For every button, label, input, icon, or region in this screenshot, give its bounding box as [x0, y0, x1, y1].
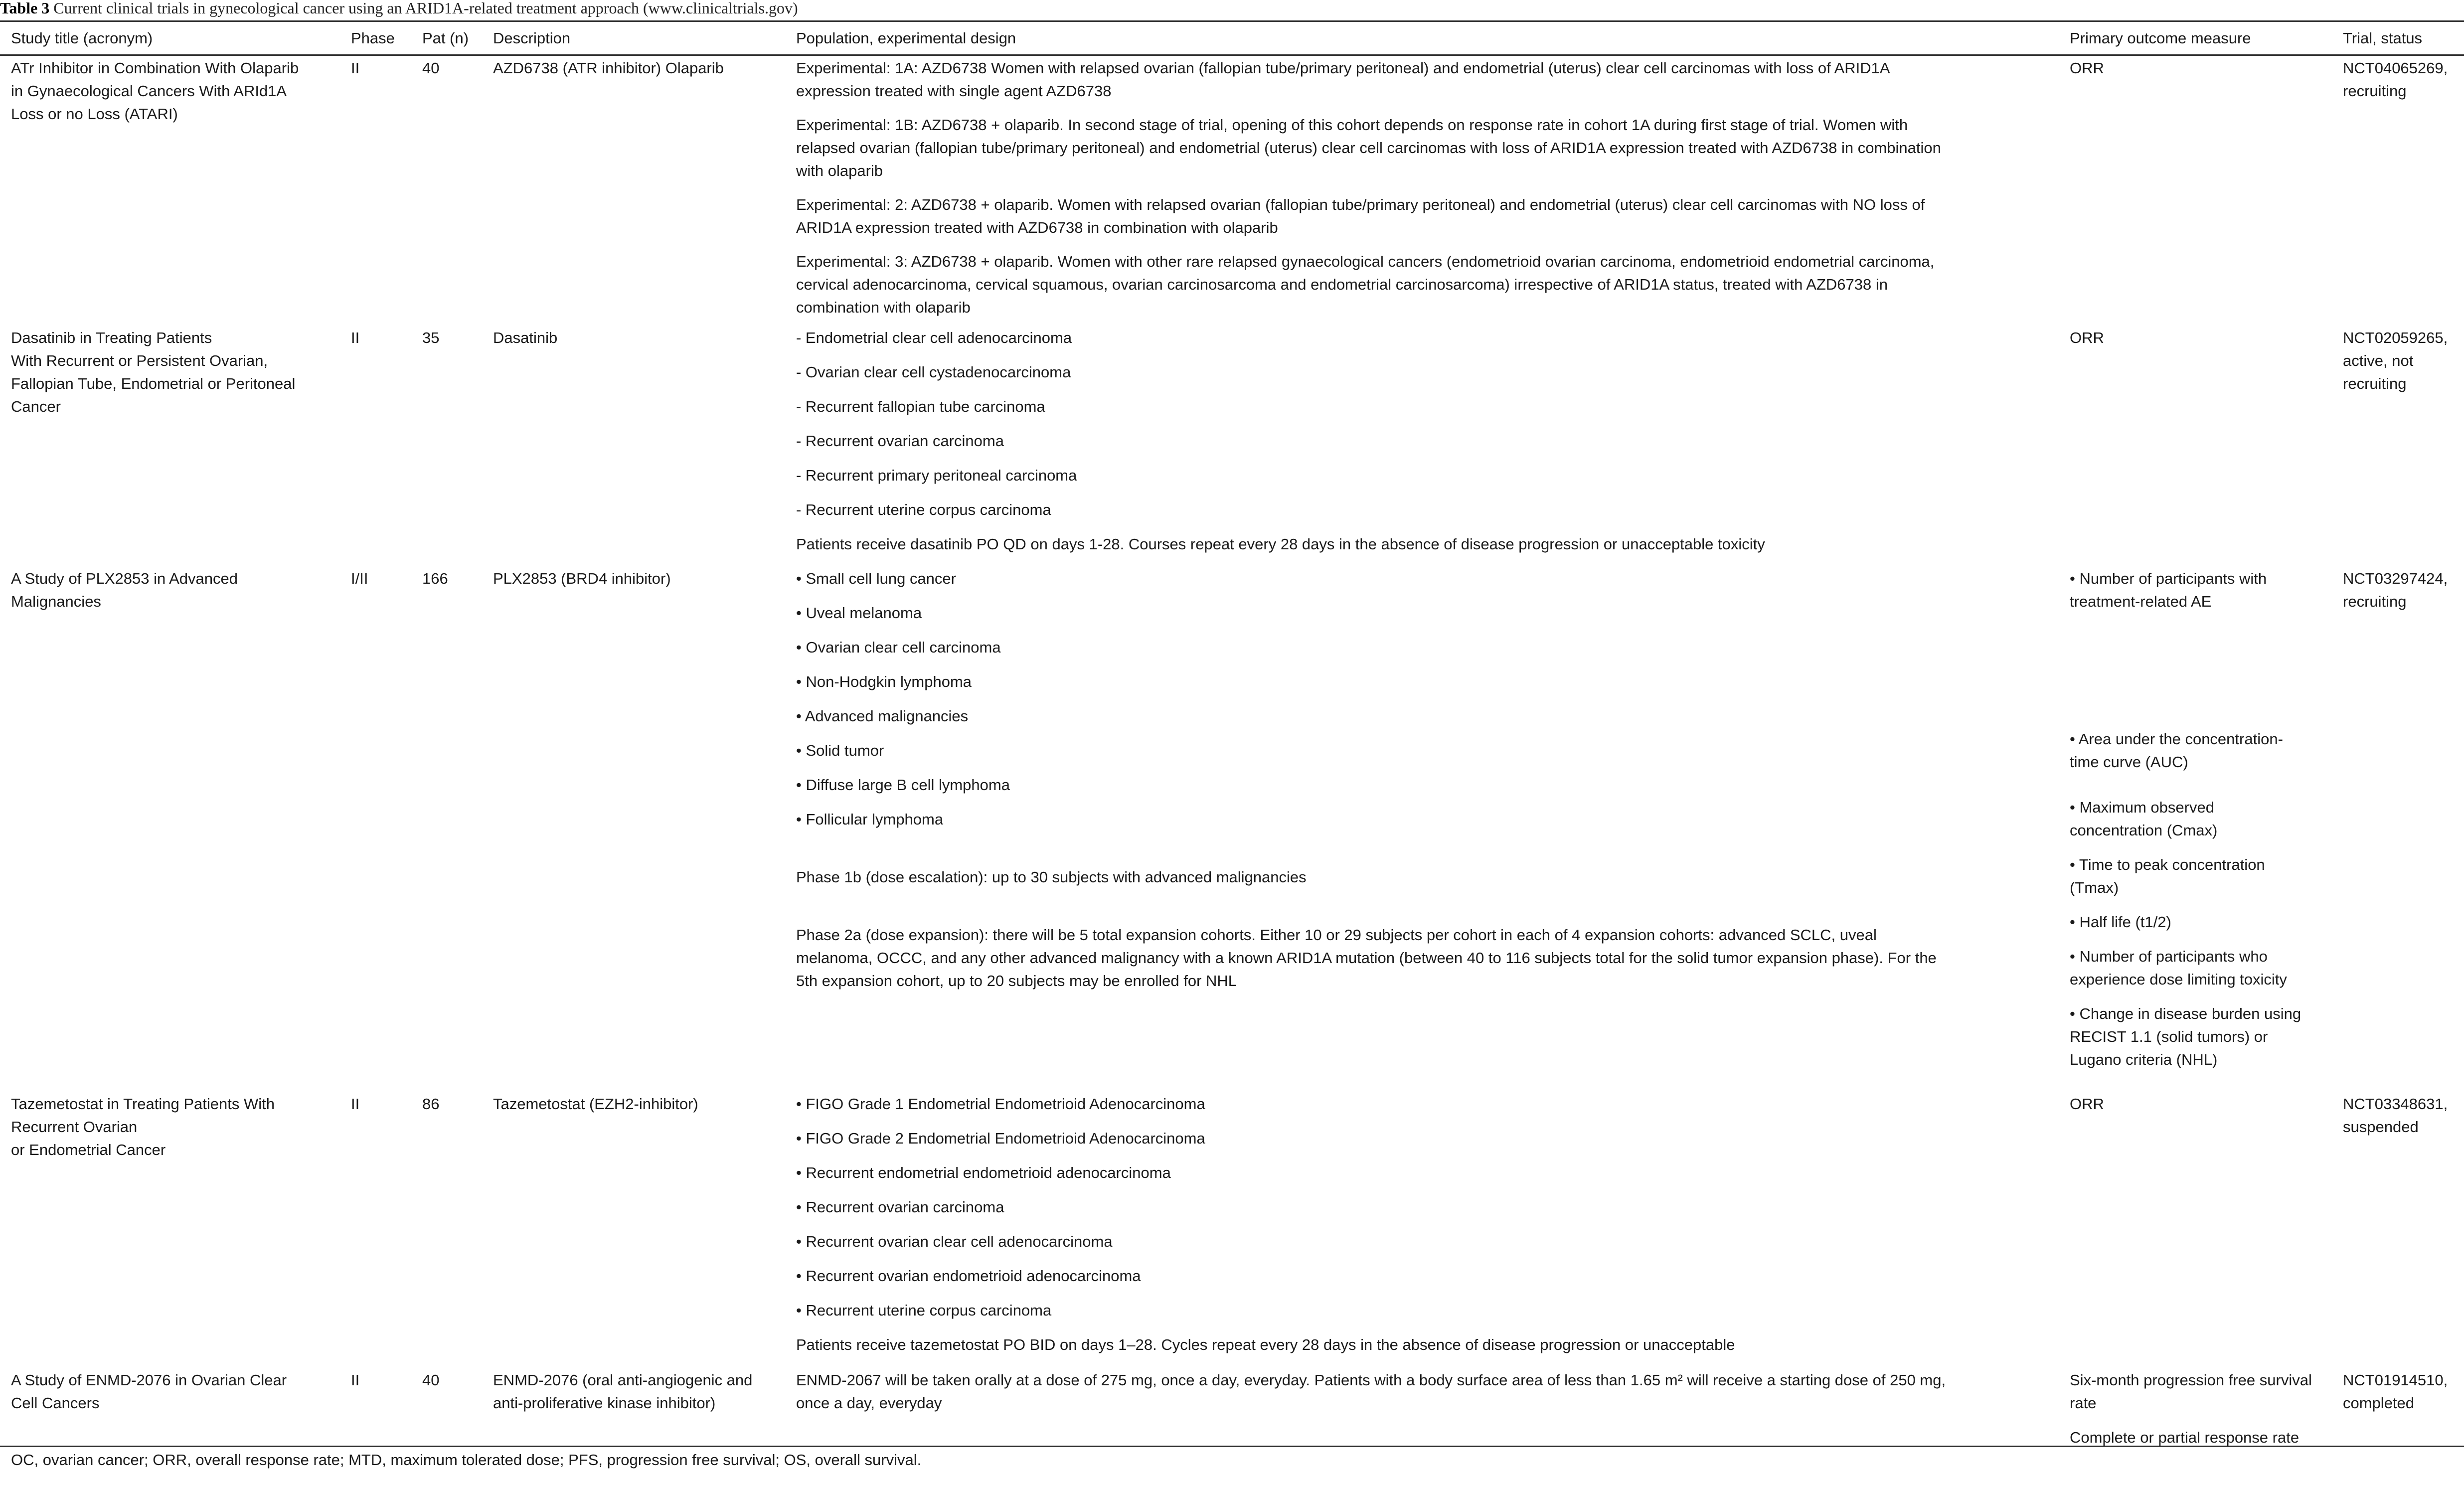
outcome-list: [2070, 1093, 2332, 1116]
population-entry: [796, 670, 2059, 693]
outcome-entry: [2070, 327, 2332, 349]
outcome-list: [2070, 327, 2332, 349]
cell-patient-count: 40: [422, 59, 440, 77]
cell-patient-count: 40: [422, 1371, 440, 1389]
cell-population-design: [785, 1093, 2059, 1369]
outcome-line: • Number of participants who: [2070, 947, 2268, 965]
population-line: relapsed ovarian (fallopian tube/primary peritoneal) and endometrial (uterus) clear cell carcinomas with loss of ARID1A expression treated with AZD6738 in combination: [796, 139, 1941, 157]
cell-trial-status: [2332, 327, 2464, 567]
population-list: [796, 1093, 2059, 1356]
cell-population-design: [785, 327, 2059, 567]
column-header-patients: Pat (n): [411, 21, 482, 55]
population-line: • Recurrent ovarian carcinoma: [796, 1198, 1004, 1216]
population-list: [796, 567, 2059, 992]
cell-study-title: [0, 1093, 340, 1369]
outcome-line: • Number of participants with: [2070, 569, 2267, 587]
population-entry: [796, 1265, 2059, 1288]
cell-description: [482, 327, 785, 567]
population-line: • Recurrent endometrial endometrioid adenocarcinoma: [796, 1163, 1171, 1181]
trial-status-line: recruiting: [2343, 592, 2407, 610]
column-header-description: Description: [482, 21, 785, 55]
cell-study-title: [0, 1369, 340, 1449]
population-line: Patients receive tazemetostat PO BID on days 1–28. Cycles repeat every 28 days in the absence of disease progression or unacceptable: [796, 1335, 1735, 1353]
population-entry: [796, 1230, 2059, 1253]
outcome-line: • Half life (t1/2): [2070, 913, 2171, 931]
column-header-phase: Phase: [340, 21, 411, 55]
population-line: • FIGO Grade 2 Endometrial Endometrioid Adenocarcinoma: [796, 1129, 1205, 1147]
column-header-population: Population, experimental design: [785, 21, 2059, 55]
population-list: [796, 57, 2059, 319]
table-row: [0, 1093, 2464, 1369]
outcome-line: • Area under the concentration-: [2070, 730, 2283, 748]
cell-study-title: [0, 327, 340, 567]
cell-trial-status: [2332, 1369, 2464, 1449]
study-title-line: ATr Inhibitor in Combination With Olaparib: [11, 59, 299, 77]
population-entry: [796, 1299, 2059, 1322]
population-entry: [796, 866, 2059, 889]
table-header-row: [0, 21, 2464, 55]
population-entry: [796, 1333, 2059, 1356]
population-line: once a day, everyday: [796, 1394, 942, 1412]
population-line: Phase 1b (dose escalation): up to 30 subjects with advanced malignancies: [796, 868, 1307, 886]
outcome-entry: [2070, 945, 2332, 991]
outcome-entry: [2070, 1369, 2332, 1415]
cell-patient-count: 35: [422, 329, 440, 346]
population-line: cervical adenocarcinoma, cervical squamous, ovarian carcinosarcoma and endometrial carcinosarcoma) irrespective of ARID1A status, treated with AZD6738 in: [796, 276, 1888, 293]
outcome-list: [2070, 1369, 2332, 1449]
cell-description: [482, 1093, 785, 1369]
population-entry: [796, 361, 2059, 384]
outcome-line: Complete or partial response rate: [2070, 1428, 2300, 1446]
population-entry: [796, 193, 2059, 239]
population-line: • Recurrent uterine corpus carcinoma: [796, 1301, 1052, 1319]
table-row: [0, 327, 2464, 567]
trial-status-line: active, not: [2343, 351, 2414, 369]
population-list: [796, 327, 2059, 556]
population-line: • Follicular lymphoma: [796, 810, 944, 828]
population-entry: [796, 250, 2059, 319]
outcome-entry: [2070, 567, 2332, 613]
population-line: Patients receive dasatinib PO QD on days 1-28. Courses repeat every 28 days in the absence of disease progression or unacceptable toxicity: [796, 535, 1765, 553]
population-line: • Non-Hodgkin lymphoma: [796, 672, 972, 690]
population-entry: [796, 57, 2059, 103]
population-line: expression treated with single agent AZD6738: [796, 82, 1112, 100]
population-entry: [796, 464, 2059, 487]
population-entry: [796, 114, 2059, 182]
population-entry: [796, 395, 2059, 418]
table-caption-text: Current clinical trials in gynecological cancer using an ARID1A-related treatment approach (www.clinicaltrials.gov): [53, 0, 798, 17]
column-header-primary-outcome: Primary outcome measure: [2059, 21, 2332, 55]
trial-status-line: recruiting: [2343, 82, 2407, 100]
population-entry: [796, 1161, 2059, 1184]
outcome-line: • Change in disease burden using: [2070, 1004, 2301, 1022]
population-entry: [796, 533, 2059, 556]
trial-status-line: NCT04065269,: [2343, 59, 2448, 77]
population-line: ARID1A expression treated with AZD6738 in combination with olaparib: [796, 219, 1278, 236]
clinical-trials-table: [0, 20, 2464, 1449]
trial-status-line: completed: [2343, 1394, 2415, 1412]
population-line: - Recurrent fallopian tube carcinoma: [796, 397, 1045, 415]
population-entry: [796, 567, 2059, 590]
population-line: - Recurrent ovarian carcinoma: [796, 432, 1004, 450]
population-entry: [796, 924, 2059, 992]
study-title-line: Cancer: [11, 397, 61, 415]
study-title-line: Tazemetostat in Treating Patients With: [11, 1095, 275, 1113]
population-line: - Recurrent uterine corpus carcinoma: [796, 500, 1051, 518]
study-title-line: Loss or no Loss (ATARI): [11, 105, 178, 123]
description-line: PLX2853 (BRD4 inhibitor): [493, 569, 671, 587]
cell-primary-outcome: [2059, 567, 2332, 1093]
cell-primary-outcome: [2059, 327, 2332, 567]
population-entry: [796, 705, 2059, 728]
table-bottom-rule: [0, 1446, 2464, 1447]
outcome-line: experience dose limiting toxicity: [2070, 970, 2287, 988]
outcome-entry: [2070, 728, 2332, 774]
cell-description: [482, 1369, 785, 1449]
outcome-list: [2070, 567, 2332, 1071]
study-title-line: Cell Cancers: [11, 1394, 100, 1412]
trial-status-line: recruiting: [2343, 374, 2407, 392]
study-title-line: A Study of PLX2853 in Advanced: [11, 569, 238, 587]
population-line: Experimental: 1A: AZD6738 Women with relapsed ovarian (fallopian tube/primary peritoneal) and endometrial (uterus) clear cell carcinomas with loss of ARID1A: [796, 59, 1890, 77]
study-title-line: Malignancies: [11, 592, 101, 610]
cell-phase: II: [351, 1095, 360, 1113]
population-line: • Ovarian clear cell carcinoma: [796, 638, 1001, 656]
population-line: Experimental: 2: AZD6738 + olaparib. Women with relapsed ovarian (fallopian tube/primary peritoneal) and endometrial (uterus) clear cell carcinomas with NO loss of: [796, 196, 1925, 213]
population-line: • Advanced malignancies: [796, 707, 969, 725]
population-line: • Small cell lung cancer: [796, 569, 956, 587]
cell-description: [482, 567, 785, 1093]
population-line: • Diffuse large B cell lymphoma: [796, 776, 1010, 794]
cell-phase: I/II: [351, 569, 368, 587]
population-entry: [796, 774, 2059, 797]
study-title-line: Dasatinib in Treating Patients: [11, 329, 212, 346]
outcome-entry: [2070, 1002, 2332, 1071]
study-title-line: or Endometrial Cancer: [11, 1141, 166, 1158]
study-title-line: With Recurrent or Persistent Ovarian,: [11, 351, 268, 369]
population-entry: [796, 739, 2059, 762]
cell-trial-status: [2332, 1093, 2464, 1369]
outcome-line: (Tmax): [2070, 878, 2119, 896]
population-line: ENMD-2067 will be taken orally at a dose of 275 mg, once a day, everyday. Patients with a body surface area of less than 1.65 m² will receive a starting dose of 250 mg,: [796, 1371, 1946, 1389]
trial-status-line: suspended: [2343, 1118, 2419, 1136]
population-entry: [796, 1093, 2059, 1116]
population-line: • Uveal melanoma: [796, 604, 922, 622]
trial-status-line: NCT03297424,: [2343, 569, 2448, 587]
outcome-line: Lugano criteria (NHL): [2070, 1050, 2218, 1068]
column-header-study-title: Study title (acronym): [0, 21, 340, 55]
table-row: [0, 1369, 2464, 1449]
population-entry: [796, 1127, 2059, 1150]
outcome-entry: [2070, 57, 2332, 80]
description-line: AZD6738 (ATR inhibitor) Olaparib: [493, 59, 724, 77]
outcome-line: treatment-related AE: [2070, 592, 2212, 610]
trial-status-line: NCT02059265,: [2343, 329, 2448, 346]
table-row: [0, 55, 2464, 327]
outcome-line: ORR: [2070, 329, 2104, 346]
population-entry: [796, 430, 2059, 453]
outcome-line: • Time to peak concentration: [2070, 855, 2265, 873]
population-entry: [796, 1369, 2059, 1415]
outcome-entry: [2070, 853, 2332, 899]
population-line: • Recurrent ovarian clear cell adenocarcinoma: [796, 1232, 1113, 1250]
cell-study-title: [0, 567, 340, 1093]
description-line: anti-proliferative kinase inhibitor): [493, 1394, 716, 1412]
population-list: [796, 1369, 2059, 1415]
population-line: combination with olaparib: [796, 299, 971, 316]
population-line: 5th expansion cohort, up to 20 subjects may be enrolled for NHL: [796, 972, 1237, 990]
population-line: • Recurrent ovarian endometrioid adenocarcinoma: [796, 1267, 1141, 1285]
study-title-line: Fallopian Tube, Endometrial or Peritoneal: [11, 374, 296, 392]
cell-primary-outcome: [2059, 1093, 2332, 1369]
cell-population-design: [785, 567, 2059, 1093]
trial-status-line: NCT01914510,: [2343, 1371, 2448, 1389]
cell-phase: II: [351, 329, 360, 346]
cell-study-title: [0, 55, 340, 327]
cell-trial-status: [2332, 567, 2464, 1093]
cell-primary-outcome: [2059, 1369, 2332, 1449]
description-line: Tazemetostat (EZH2-inhibitor): [493, 1095, 698, 1113]
table-body: [0, 55, 2464, 1449]
study-title-line: A Study of ENMD-2076 in Ovarian Clear: [11, 1371, 287, 1389]
cell-phase: II: [351, 1371, 360, 1389]
table-footnote: OC, ovarian cancer; ORR, overall response rate; MTD, maximum tolerated dose; PFS, progression free survival; OS, overall survival.: [11, 1451, 922, 1469]
outcome-line: ORR: [2070, 59, 2104, 77]
column-header-trial-status: Trial, status: [2332, 21, 2464, 55]
cell-trial-status: [2332, 55, 2464, 327]
description-line: Dasatinib: [493, 329, 558, 346]
table-caption: [0, 0, 798, 20]
population-entry: [796, 498, 2059, 521]
population-line: melanoma, OCCC, and any other advanced malignancy with a known ARID1A mutation (between 40 to 116 subjects total for the solid tumor expansion phase). For the: [796, 949, 1937, 967]
population-line: • Solid tumor: [796, 741, 884, 759]
population-line: Experimental: 1B: AZD6738 + olaparib. In second stage of trial, opening of this cohort depends on response rate in cohort 1A during first stage of trial. Women with: [796, 116, 1908, 134]
population-line: with olaparib: [796, 162, 883, 179]
cell-phase: II: [351, 59, 360, 77]
population-entry: [796, 602, 2059, 625]
study-title-line: Recurrent Ovarian: [11, 1118, 138, 1136]
population-line: Experimental: 3: AZD6738 + olaparib. Women with other rare relapsed gynaecological cancers (endometrioid ovarian carcinoma, endometrioid endometrial carcinoma,: [796, 253, 1935, 270]
population-line: • FIGO Grade 1 Endometrial Endometrioid Adenocarcinoma: [796, 1095, 1205, 1113]
outcome-entry: [2070, 796, 2332, 842]
outcome-line: Six-month progression free survival: [2070, 1371, 2312, 1389]
outcome-line: RECIST 1.1 (solid tumors) or: [2070, 1027, 2268, 1045]
population-entry: [796, 808, 2059, 831]
cell-patient-count: 166: [422, 569, 448, 587]
population-line: Phase 2a (dose expansion): there will be 5 total expansion cohorts. Either 10 or 29 subjects per cohort in each of 4 expansion cohorts: advanced SCLC, uveal: [796, 926, 1877, 944]
population-entry: [796, 636, 2059, 659]
cell-patient-count: 86: [422, 1095, 440, 1113]
population-line: - Ovarian clear cell cystadenocarcinoma: [796, 363, 1071, 381]
cell-population-design: [785, 55, 2059, 327]
cell-description: [482, 55, 785, 327]
cell-primary-outcome: [2059, 55, 2332, 327]
outcome-line: concentration (Cmax): [2070, 821, 2218, 839]
study-title-line: in Gynaecological Cancers With ARId1A: [11, 82, 287, 100]
outcome-entry: [2070, 911, 2332, 934]
outcome-line: • Maximum observed: [2070, 798, 2214, 816]
population-entry: [796, 327, 2059, 349]
outcome-line: rate: [2070, 1394, 2097, 1412]
population-entry: [796, 1196, 2059, 1219]
outcome-line: ORR: [2070, 1095, 2104, 1113]
population-line: - Recurrent primary peritoneal carcinoma: [796, 466, 1077, 484]
table-row: [0, 567, 2464, 1093]
description-line: ENMD-2076 (oral anti-angiogenic and: [493, 1371, 753, 1389]
outcome-entry: [2070, 1093, 2332, 1116]
population-line: - Endometrial clear cell adenocarcinoma: [796, 329, 1072, 346]
outcome-line: time curve (AUC): [2070, 753, 2188, 771]
table-caption-label: Table 3: [0, 0, 50, 17]
cell-population-design: [785, 1369, 2059, 1449]
trial-status-line: NCT03348631,: [2343, 1095, 2448, 1113]
outcome-list: [2070, 57, 2332, 80]
